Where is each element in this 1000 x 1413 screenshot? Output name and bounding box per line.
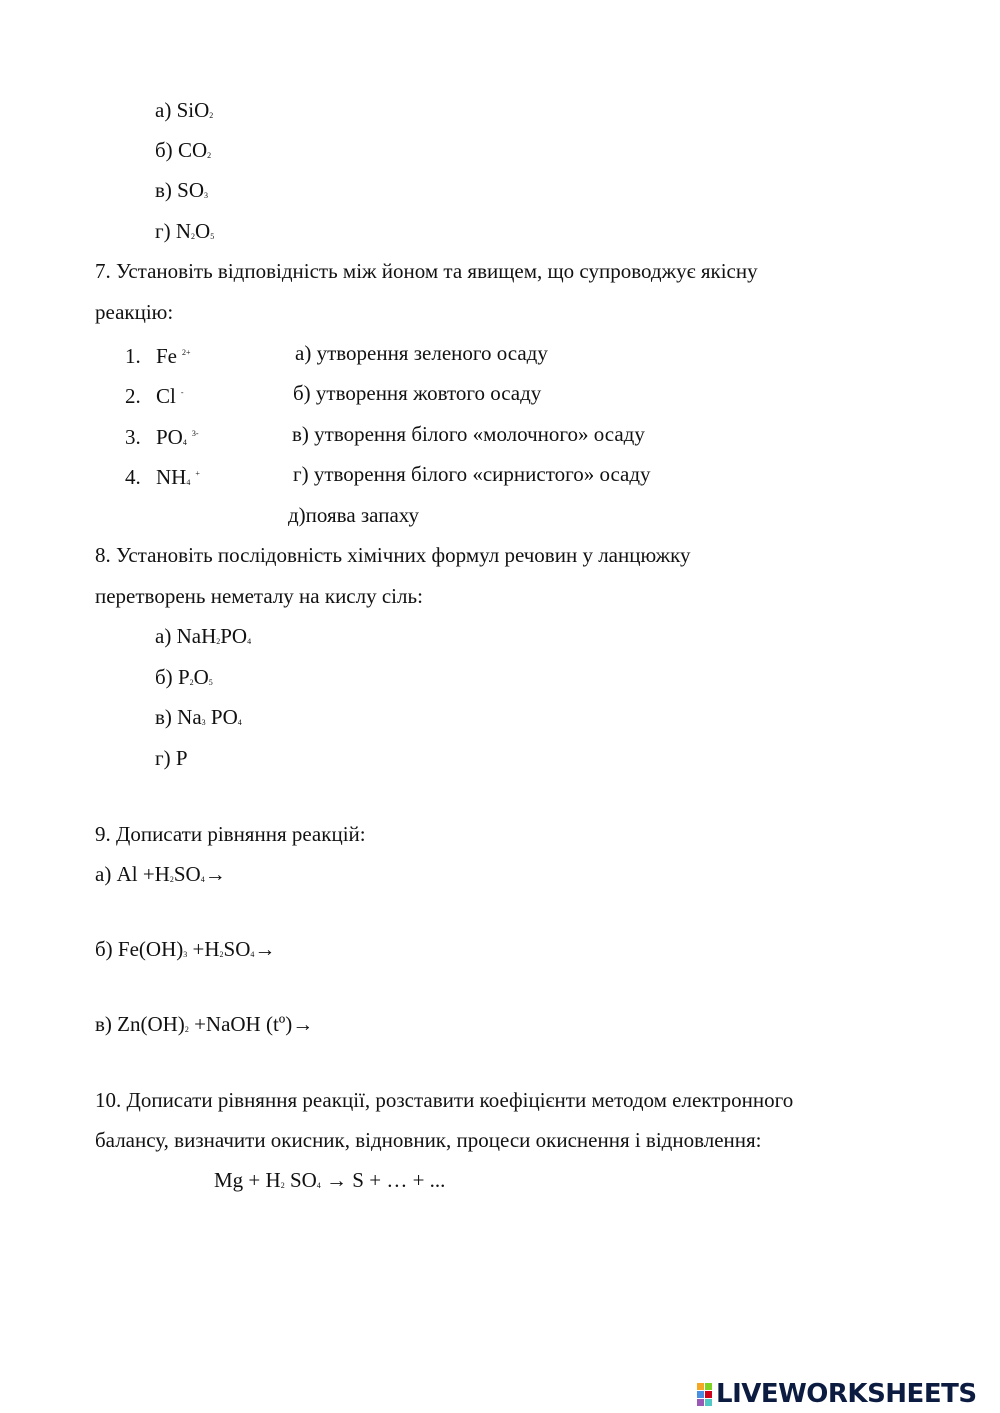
q9-equation-c xyxy=(95,1011,313,1043)
logo-square xyxy=(697,1391,704,1398)
formula-subscript: 4 xyxy=(237,718,242,727)
formula-text: Na xyxy=(177,705,202,729)
formula-text: SO xyxy=(284,1168,317,1192)
q7-phenomenon-b: б) утворення жовтого осаду xyxy=(293,381,542,405)
formula-subscript: 4 xyxy=(247,637,252,646)
q10-title-line1: 10. Дописати рівняння реакції, розставити коефіцієнти методом електронного xyxy=(95,1088,794,1112)
logo-square xyxy=(697,1383,704,1390)
formula-subscript: 2 xyxy=(184,1025,189,1034)
q6-option-d: г) N2O5 xyxy=(155,219,215,243)
q10-equation xyxy=(214,1167,445,1199)
logo-square xyxy=(705,1391,712,1398)
formula-subscript: 2 xyxy=(207,151,212,160)
q7-phenomenon-c: в) утворення білого «молочного» осаду xyxy=(292,422,645,446)
liveworksheets-logo[interactable] xyxy=(697,1379,977,1409)
formula-subscript: 2 xyxy=(169,875,174,884)
formula-text: Fe xyxy=(156,344,177,368)
formula-text: CO xyxy=(177,138,208,162)
q7-title-line2: реакцію: xyxy=(95,300,174,324)
formula-subscript: 2 xyxy=(191,232,196,241)
q7-ion-4: 4. NH4+ xyxy=(125,465,200,489)
formula-text: P xyxy=(175,746,188,770)
formula-text: SiO xyxy=(176,98,210,122)
formula-text: +H xyxy=(187,937,220,961)
logo-square xyxy=(697,1399,704,1406)
q7-title-line1: 7. Установіть відповідність між йоном та явищем, що супроводжує якісну xyxy=(95,259,758,283)
q6-option-b: б) CO2 xyxy=(155,138,212,162)
q8-option-a: а) NaH2PO4 xyxy=(155,624,252,648)
formula-subscript: 4 xyxy=(316,1181,321,1190)
q9-title: 9. Дописати рівняння реакцій: xyxy=(95,822,366,846)
logo-grid-icon xyxy=(697,1383,712,1406)
formula-text: Mg + H xyxy=(214,1168,281,1192)
formula-text: Cl xyxy=(156,384,176,408)
q7-ion-3: 3. $PO4^{3-}$ xyxy=(125,425,199,449)
q8-option-b: б) P2O5 xyxy=(155,665,213,689)
formula-subscript: 2 xyxy=(216,637,221,646)
formula-text: а) Al +H xyxy=(95,862,170,886)
formula-subscript: 3 xyxy=(183,950,188,959)
q7-ion-2: 2. Cl - xyxy=(125,384,184,408)
q7-phenomenon-d: г) утворення білого «сирнистого» осаду xyxy=(293,462,651,486)
formula-subscript: 2 xyxy=(219,950,224,959)
q8-title-line2: перетворень неметалу на кислу сіль: xyxy=(95,584,423,608)
formula-subscript: 5 xyxy=(208,678,213,687)
logo-text: LIVEWORKSHEETS xyxy=(716,1379,977,1409)
formula-text: +NaOH (tº)→ xyxy=(188,1012,314,1036)
formula-text: SO xyxy=(223,937,251,961)
formula-text: → xyxy=(204,862,226,886)
formula-text: SO xyxy=(173,862,201,886)
formula-subscript: 4 xyxy=(182,438,187,447)
formula-supscript: 2+ xyxy=(182,348,191,357)
q9-equation-b xyxy=(95,936,275,968)
formula-subscript: 5 xyxy=(210,232,215,241)
formula-text: → S + … + ... xyxy=(320,1168,446,1192)
q7-phenomenon-e: д)поява запаху xyxy=(288,503,419,527)
formula-text: O xyxy=(193,665,209,689)
q8-title-line1: 8. Установіть послідовність хімічних формул речовин у ланцюжку xyxy=(95,543,691,567)
formula-subscript: 4 xyxy=(186,478,191,487)
formula-subscript: 2 xyxy=(189,678,194,687)
q8-option-d: г) P xyxy=(155,746,188,770)
formula-subscript: 3 xyxy=(201,718,206,727)
q7-ion-1: 1. Fe $^{2+}$ xyxy=(125,344,191,368)
formula-text: в) Zn(OH) xyxy=(95,1012,185,1036)
logo-square xyxy=(705,1383,712,1390)
formula-supscript: 3- xyxy=(191,429,199,438)
formula-text: PO xyxy=(156,425,183,449)
formula-text: O xyxy=(195,219,211,243)
q8-option-c: в) Na3 PO4 xyxy=(155,705,242,729)
q6-option-c: в) SO3 xyxy=(155,178,209,202)
formula-text: P xyxy=(177,665,190,689)
formula-text: NH xyxy=(156,465,187,489)
formula-subscript: 2 xyxy=(280,1181,285,1190)
formula-text: б) Fe(OH) xyxy=(95,937,184,961)
logo-square xyxy=(705,1399,712,1406)
formula-text: PO xyxy=(205,705,238,729)
formula-text: → xyxy=(254,937,276,961)
formula-subscript: 3 xyxy=(204,191,209,200)
formula-text: N xyxy=(175,219,192,243)
formula-subscript: 4 xyxy=(200,875,205,884)
formula-text: SO xyxy=(177,178,205,202)
formula-subscript: 4 xyxy=(250,950,255,959)
formula-text: NaH xyxy=(176,624,217,648)
formula-supscript: - xyxy=(180,388,184,397)
q7-phenomenon-a: а) утворення зеленого осаду xyxy=(295,341,548,365)
formula-supscript: + xyxy=(195,469,200,478)
q6-option-a: а) SiO2 xyxy=(155,98,214,122)
q10-title-line2: балансу, визначити окисник, відновник, процеси окиснення і відновлення: xyxy=(95,1128,762,1152)
formula-text: PO xyxy=(220,624,248,648)
q9-equation-a xyxy=(95,861,226,893)
formula-subscript: 2 xyxy=(209,111,214,120)
